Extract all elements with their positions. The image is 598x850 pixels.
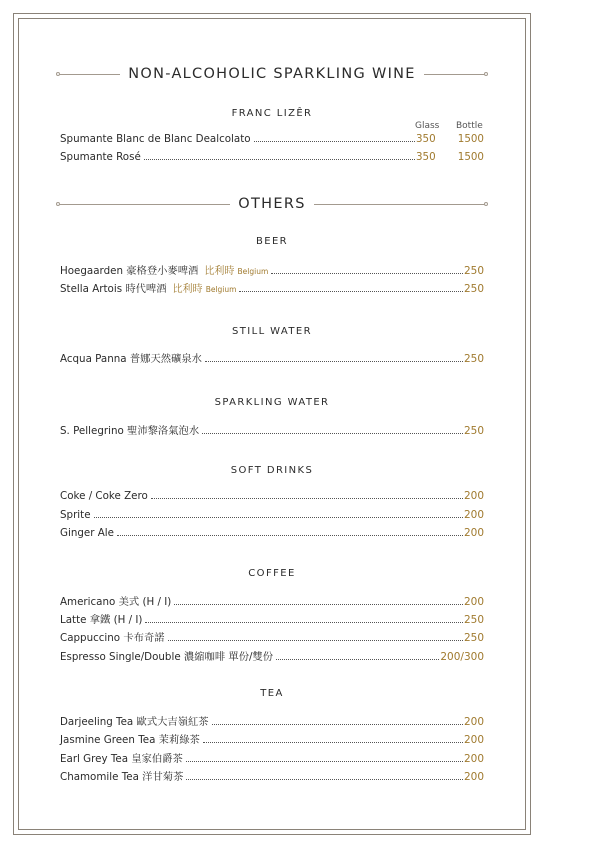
item-price-bottle: 1500 — [457, 151, 484, 163]
item-price: 200 — [463, 596, 484, 608]
item-price: 250 — [463, 425, 484, 437]
menu-item — [60, 350, 484, 365]
dot-leader — [168, 640, 463, 641]
menu-item — [60, 262, 484, 277]
section-heading-others — [58, 194, 486, 214]
menu-item — [60, 768, 484, 783]
item-price: 200 — [463, 509, 484, 521]
item-price: 200 — [463, 734, 484, 746]
item-name: Jasmine Green Tea 茉莉綠茶 — [60, 734, 200, 746]
item-name: Coke / Coke Zero — [60, 490, 148, 502]
item-name: Sprite — [60, 509, 91, 521]
heading-rule-right — [424, 74, 486, 75]
dot-leader — [144, 159, 415, 160]
item-price-bottle: 1500 — [457, 133, 484, 145]
dot-leader — [145, 622, 463, 623]
origin-zh: 比利時 — [204, 266, 235, 277]
subheading-franc-lizer: FRANC LIZÊR — [231, 108, 313, 119]
dot-leader — [151, 498, 463, 499]
item-name: Earl Grey Tea 皇家伯爵茶 — [60, 753, 183, 765]
menu-item — [60, 133, 484, 145]
menu-item — [60, 629, 484, 644]
item-name: Stella Artois 時代啤酒 — [60, 283, 167, 295]
menu-item — [60, 527, 484, 539]
origin-en: Belgium — [205, 285, 237, 294]
item-name: Latte 拿鐵 (H / I) — [60, 614, 143, 626]
item-name: S. Pellegrino 聖沛黎洛氣泡水 — [60, 425, 200, 437]
item-name: Acqua Panna 普娜天然礦泉水 — [60, 353, 202, 365]
item-name: Spumante Rosé — [60, 151, 141, 163]
item-origin — [204, 262, 268, 277]
item-name: Ginger Ale — [60, 527, 114, 539]
item-price-glass: 350 — [416, 133, 436, 145]
dot-leader — [271, 273, 463, 274]
item-name: Americano 美式 (H / I) — [60, 596, 172, 608]
column-header-bottle: Bottle — [456, 121, 483, 131]
menu-item — [60, 509, 484, 521]
menu-item — [60, 731, 484, 746]
menu-item — [60, 151, 484, 163]
dot-leader — [186, 779, 463, 780]
item-price: 200 — [463, 716, 484, 728]
item-price: 250 — [463, 283, 484, 295]
origin-en: Belgium — [237, 267, 269, 276]
item-name: Spumante Blanc de Blanc Dealcolato — [60, 133, 251, 145]
origin-zh: 比利時 — [172, 284, 203, 295]
item-price: 200 — [463, 753, 484, 765]
menu-item — [60, 713, 484, 728]
heading-rule-left — [58, 204, 230, 205]
dot-leader — [205, 361, 463, 362]
dot-leader — [203, 742, 463, 743]
column-header-glass: Glass — [415, 121, 440, 131]
subheading-sparkling-water: SPARKLING WATER — [214, 397, 330, 408]
item-name: Chamomile Tea 洋甘菊茶 — [60, 771, 184, 783]
item-name: Darjeeling Tea 歐式大吉嶺紅茶 — [60, 716, 209, 728]
dot-leader — [254, 141, 415, 142]
item-origin — [173, 280, 237, 295]
menu-item — [60, 648, 484, 663]
item-price: 200 — [463, 771, 484, 783]
dot-leader — [186, 761, 463, 762]
dot-leader — [212, 724, 463, 725]
item-price: 200 — [463, 490, 484, 502]
menu-item — [60, 593, 484, 608]
dot-leader — [239, 291, 463, 292]
menu-item — [60, 750, 484, 765]
dot-leader — [94, 517, 463, 518]
dot-leader — [174, 604, 463, 605]
section-title: NON-ALCOHOLIC SPARKLING WINE — [128, 66, 416, 82]
item-price: 250 — [463, 632, 484, 644]
menu-item — [60, 280, 484, 295]
dot-leader — [202, 433, 463, 434]
section-heading-sparkling-wine — [58, 64, 486, 84]
item-name: Hoegaarden 豪格登小麥啤酒 — [60, 265, 199, 277]
menu-item — [60, 490, 484, 502]
subheading-still-water: STILL WATER — [232, 326, 312, 337]
subheading-tea: TEA — [260, 688, 284, 699]
dot-leader — [276, 659, 439, 660]
heading-rule-left — [58, 74, 120, 75]
item-price: 200 — [463, 527, 484, 539]
menu-item — [60, 422, 484, 437]
subheading-coffee: COFFEE — [248, 568, 296, 579]
item-price: 250 — [463, 614, 484, 626]
item-price: 200/300 — [440, 651, 484, 663]
heading-rule-right — [314, 204, 486, 205]
subheading-beer: BEER — [255, 236, 289, 247]
item-price-glass: 350 — [416, 151, 436, 163]
dot-leader — [117, 535, 463, 536]
item-price: 250 — [463, 353, 484, 365]
item-name: Espresso Single/Double 濃縮咖啡 單份/雙份 — [60, 651, 274, 663]
item-name: Cappuccino 卡布奇諾 — [60, 632, 165, 644]
subheading-soft-drinks: SOFT DRINKS — [230, 465, 314, 476]
menu-item — [60, 611, 484, 626]
section-title: OTHERS — [238, 196, 306, 212]
item-price: 250 — [463, 265, 484, 277]
